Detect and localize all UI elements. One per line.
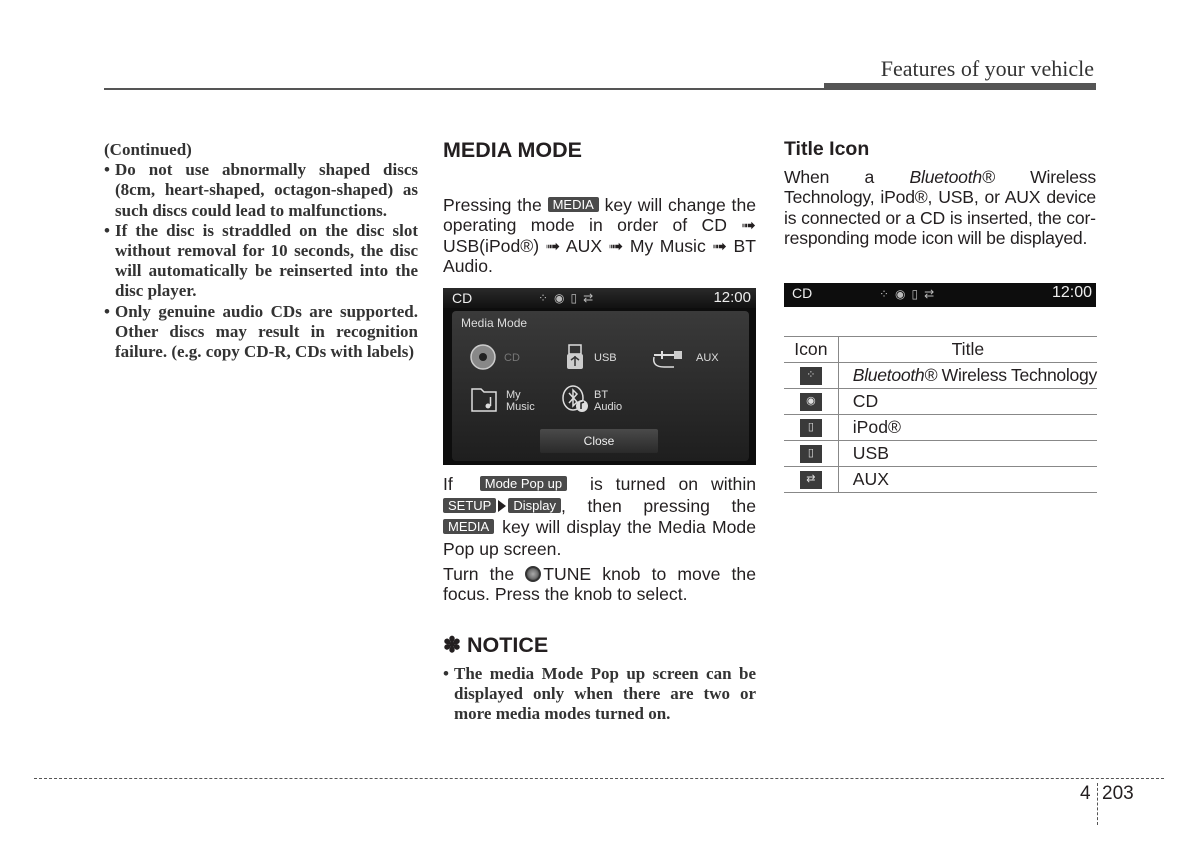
column-continued	[104, 140, 418, 362]
table-row: ◉ CD	[784, 389, 1097, 415]
tune-knob-icon	[525, 566, 541, 582]
continued-label: (Continued)	[104, 140, 192, 159]
chapter-number: 4	[1080, 783, 1091, 804]
media-key: MEDIA	[443, 519, 494, 534]
page-number: 203	[1102, 783, 1134, 804]
aux-icon	[650, 343, 688, 371]
title-icon-column	[784, 138, 1096, 248]
table-row: ▯ USB	[784, 441, 1097, 467]
status-mode: CD	[452, 290, 473, 306]
folder-music-icon	[470, 385, 500, 413]
media-mode-screen	[443, 288, 756, 465]
notice-heading: ✽ NOTICE	[443, 632, 549, 657]
arrow-right-icon	[498, 500, 506, 512]
mode-popup-key: Mode Pop up	[480, 476, 567, 491]
header-title: Features of your vehicle	[880, 56, 1094, 81]
media-mode-instructions	[443, 474, 756, 724]
icon-title-table	[784, 336, 1097, 493]
cd-icon: ◉	[800, 393, 822, 411]
aux-icon: ⇄	[800, 471, 822, 489]
status-icons: ⁘◉▯⇄	[538, 291, 600, 305]
usb-icon	[560, 343, 590, 371]
title-icon-paragraph: When a Bluetooth® Wireless Technology, iPod®, USB, or AUX device is connected or a CD is inserted, the corresponding mode icon will be displayed.	[784, 167, 1096, 248]
usb-icon: ▯	[800, 445, 822, 463]
bluetooth-icon: ⁘	[800, 367, 822, 385]
media-mode-paragraph: Pressing the MEDIA key will change the operating mode in order of CD ➟ USB(iPod®) ➟ AUX ➟ My Music ➟ BT Audio.	[443, 195, 757, 276]
table-header: Title	[838, 337, 1097, 363]
media-mode-popup: Media Mode CD USB AUX My Music BT Audio Close	[452, 311, 749, 461]
disc-warnings-list	[104, 160, 418, 362]
list-item: • If the disc is straddled on the disc slot without removal for 10 seconds, the disc will automatically be reinserted into the disc player.	[104, 221, 418, 302]
header-rule-accent	[824, 83, 1096, 90]
header-rule	[104, 88, 824, 90]
tune-paragraph: Turn the TUNE knob to move the focus. Press the knob to select.	[443, 564, 757, 605]
popup-paragraph: If Mode Pop up is turned on within SETUP Display , then pressing the MEDIA key will display the Media Mode Pop up screen.	[443, 474, 757, 559]
footer-rule	[34, 778, 1164, 779]
status-time: 12:00	[1051, 284, 1092, 301]
table-header: Icon	[784, 337, 838, 363]
setup-key: SETUP	[443, 498, 496, 513]
media-mode-heading: MEDIA MODE	[443, 138, 582, 162]
ipod-icon: ▯	[800, 419, 822, 437]
title-icon-screen	[784, 283, 1096, 307]
media-mode-column	[443, 138, 756, 276]
table-row: ⁘ Bluetooth® Wireless Technology	[784, 363, 1097, 389]
notice-text: • The media Mode Pop up screen can be displayed only when there are two or more media modes turned on.	[443, 664, 756, 724]
list-item: • Only genuine audio CDs are supported. Other discs may result in recognition failure. (e.g. copy CD-R, CDs with labels)	[104, 302, 418, 363]
bluetooth-audio-icon	[560, 385, 590, 413]
table-row: ▯ iPod®	[784, 415, 1097, 441]
status-time: 12:00	[713, 289, 751, 306]
status-mode: CD	[792, 285, 813, 301]
media-key: MEDIA	[548, 197, 599, 212]
list-item: • Do not use abnormally shaped discs (8cm, heart-shaped, octagon-shaped) as such discs could lead to malfunctions.	[104, 160, 418, 221]
close-button[interactable]: Close	[540, 429, 658, 453]
display-key: Display	[508, 498, 561, 513]
status-icons: ⁘◉▯⇄	[879, 287, 941, 301]
status-bar	[443, 288, 756, 308]
cd-icon	[468, 343, 498, 371]
table-header-row	[784, 337, 1097, 363]
title-icon-heading: Title Icon	[784, 138, 870, 160]
footer-divider	[1097, 783, 1098, 825]
popup-title: Media Mode	[461, 316, 528, 330]
table-row: ⇄ AUX	[784, 467, 1097, 493]
